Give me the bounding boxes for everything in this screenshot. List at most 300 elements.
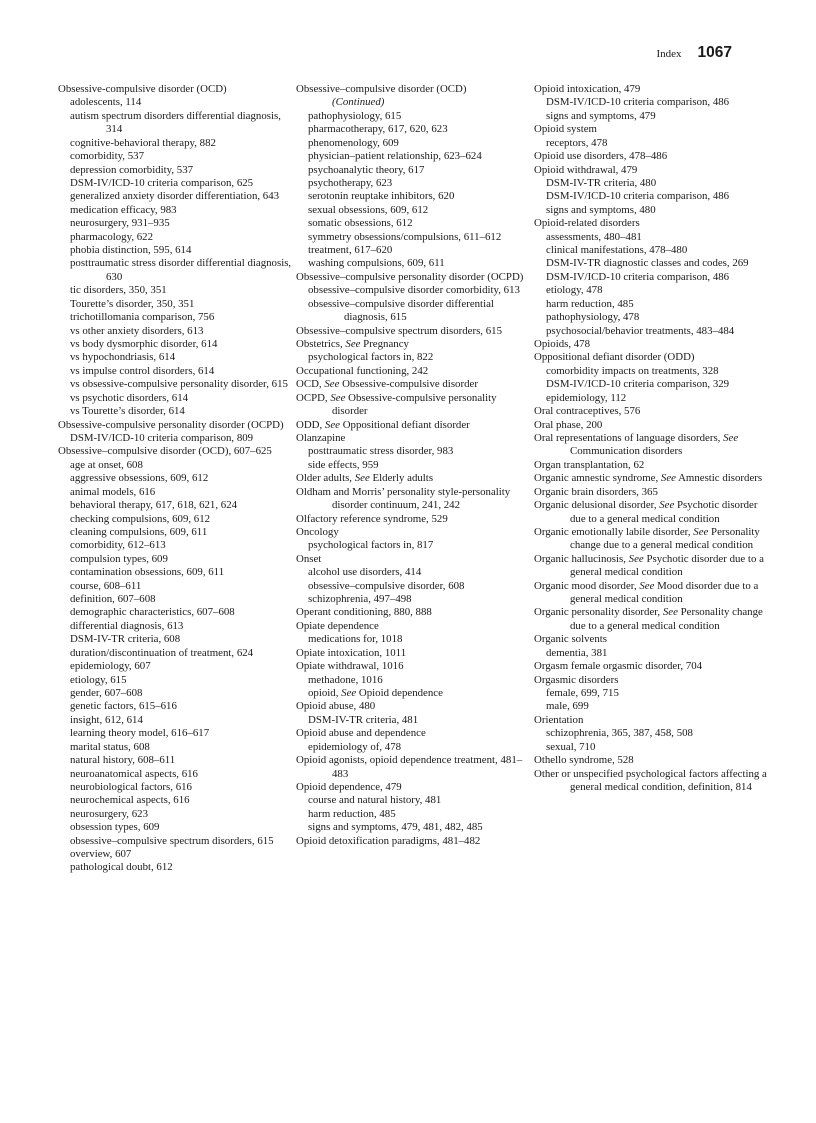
index-entry	[534, 472, 770, 485]
index-subentry	[534, 741, 770, 754]
entry-text: behavioral therapy, 617, 618, 621, 624	[70, 499, 238, 512]
index-subentry	[296, 794, 532, 807]
index-subentry	[534, 284, 770, 297]
index-subentry	[534, 271, 770, 284]
index-entry	[534, 714, 770, 727]
index-entry	[534, 405, 770, 418]
entry-text: Opiate dependence	[296, 619, 379, 632]
index-subentry	[58, 580, 294, 593]
entry-text: genetic factors, 615–616	[70, 700, 177, 713]
index-subentry	[58, 700, 294, 713]
index-entry	[534, 754, 770, 767]
index-subentry	[58, 459, 294, 472]
index-subentry	[58, 150, 294, 163]
entry-text: vs psychotic disorders, 614	[70, 391, 189, 404]
entry-text: Opioid use disorders, 478–486	[534, 150, 668, 163]
entry-text: Orgasmic disorders	[534, 673, 619, 686]
index-subentry	[58, 754, 294, 767]
entry-text: obsessive–compulsive disorder comorbidity, 613	[308, 284, 520, 297]
index-entry	[296, 325, 532, 338]
see-reference: See	[723, 431, 739, 444]
index-entry	[296, 271, 532, 284]
index-subentry	[296, 580, 532, 593]
entry-text: signs and symptoms, 479, 481, 482, 485	[308, 821, 483, 834]
index-subentry	[58, 164, 294, 177]
entry-text: female, 699, 715	[546, 686, 619, 699]
index-subentry	[58, 794, 294, 807]
index-entry	[296, 526, 532, 539]
entry-text: pathophysiology, 615	[308, 109, 402, 122]
entry-text: OCPD,	[296, 391, 331, 404]
entry-text: insight, 612, 614	[70, 713, 143, 726]
entry-text: DSM-IV-TR criteria, 480	[546, 176, 657, 189]
entry-text: washing compulsions, 609, 611	[308, 257, 445, 270]
entry-text: Organic brain disorders, 365	[534, 485, 658, 498]
entry-text: cognitive-behavioral therapy, 882	[70, 136, 216, 149]
entry-text: psychosocial/behavior treatments, 483–484	[546, 324, 735, 337]
entry-text: adolescents, 114	[70, 96, 142, 109]
see-reference: See	[660, 472, 676, 485]
entry-text: obsession types, 609	[70, 821, 160, 834]
entry-text: Oldham and Morris’ personality style-personality disorder continuum, 241, 242	[296, 485, 511, 512]
index-subentry	[58, 660, 294, 673]
entry-text: depression comorbidity, 537	[70, 163, 194, 176]
index-entry	[534, 83, 770, 96]
entry-text: Opioid detoxification paradigms, 481–482	[296, 834, 481, 847]
index-subentry	[534, 365, 770, 378]
index-entry	[296, 754, 532, 781]
entry-text: Organic emotionally labile disorder,	[534, 525, 694, 538]
index-subentry	[58, 593, 294, 606]
entry-text: comorbidity impacts on treatments, 328	[546, 364, 719, 377]
index-subentry	[534, 96, 770, 109]
index-subentry	[58, 96, 294, 109]
entry-text: demographic characteristics, 607–608	[70, 606, 235, 619]
index-entry	[296, 338, 532, 351]
index-entry	[296, 392, 532, 419]
see-target: Communication disorders	[570, 445, 683, 458]
entry-text: dementia, 381	[546, 646, 608, 659]
index-subentry	[58, 821, 294, 834]
index-subentry	[58, 727, 294, 740]
entry-text: Opiate withdrawal, 1016	[296, 660, 404, 673]
entry-text: Obsessive-compulsive personality disorder (OCPD)	[58, 418, 284, 431]
index-subentry	[58, 647, 294, 660]
entry-text: posttraumatic stress disorder, 983	[308, 445, 454, 458]
index-entry	[296, 83, 532, 96]
index-entry	[296, 486, 532, 513]
entry-text: checking compulsions, 609, 612	[70, 512, 211, 525]
entry-text: definition, 607–608	[70, 593, 156, 606]
entry-text: Opioid intoxication, 479	[534, 83, 641, 95]
index-entry	[534, 606, 770, 633]
entry-text: receptors, 478	[546, 136, 608, 149]
index-entry	[296, 835, 532, 848]
see-target: Pregnancy	[360, 338, 409, 351]
entry-text: Othello syndrome, 528	[534, 754, 634, 767]
entry-text: sexual obsessions, 609, 612	[308, 203, 429, 216]
index-subentry	[296, 298, 532, 325]
entry-text: Other or unspecified psychological factors affecting a general medical condition, definition, 814	[534, 767, 767, 793]
see-target: Obsessive-compulsive personality disorder	[332, 391, 497, 418]
index-subentry	[58, 781, 294, 794]
index-subentry	[58, 714, 294, 727]
index-subentry	[58, 539, 294, 552]
index-subentry	[58, 298, 294, 311]
index-subentry	[296, 231, 532, 244]
index-subentry	[58, 513, 294, 526]
index-subentry	[58, 432, 294, 445]
entry-text: Organic hallucinosis,	[534, 552, 629, 565]
index-entry	[296, 647, 532, 660]
index-subentry	[58, 284, 294, 297]
entry-text: course, 608–611	[70, 579, 142, 592]
index-entry	[534, 351, 770, 364]
see-target: Oppositional defiant disorder	[339, 418, 470, 431]
index-subentry	[58, 405, 294, 418]
index-entry	[296, 781, 532, 794]
entry-text: psychoanalytic theory, 617	[308, 163, 425, 176]
index-entry	[296, 419, 532, 432]
entry-text: Organic solvents	[534, 633, 607, 646]
entry-text: Organic delusional disorder,	[534, 499, 660, 512]
index-subentry	[58, 472, 294, 485]
entry-text: Occupational functioning, 242	[296, 364, 429, 377]
entry-text: age at onset, 608	[70, 458, 143, 471]
entry-text: signs and symptoms, 479	[546, 109, 656, 122]
index-subentry	[58, 674, 294, 687]
entry-text: treatment, 617–620	[308, 244, 393, 257]
index-subentry	[296, 110, 532, 123]
index-subentry	[58, 351, 294, 364]
see-reference: See	[330, 391, 346, 404]
index-entry	[534, 580, 770, 607]
index-subentry	[534, 204, 770, 217]
entry-text: Obsessive–compulsive disorder (OCD), 607–625	[58, 445, 272, 458]
index-entry	[296, 660, 532, 673]
index-subentry	[58, 566, 294, 579]
entry-text: pharmacotherapy, 617, 620, 623	[308, 123, 448, 136]
entry-text: schizophrenia, 497–498	[308, 593, 412, 606]
index-subentry	[58, 244, 294, 257]
entry-text: DSM-IV/ICD-10 criteria comparison, 809	[70, 431, 254, 444]
index-subentry	[58, 606, 294, 619]
index-subentry	[296, 687, 532, 700]
entry-text: autism spectrum disorders differential diagnosis, 314	[70, 109, 281, 136]
index-entry	[58, 83, 294, 96]
entry-text: harm reduction, 485	[308, 807, 396, 820]
index-subentry	[534, 190, 770, 203]
entry-text: obsessive–compulsive disorder differential diagnosis, 615	[308, 297, 494, 324]
index-entry	[296, 727, 532, 740]
index-subentry	[58, 190, 294, 203]
index-entry	[534, 499, 770, 526]
entry-text: psychological factors in, 822	[308, 351, 434, 364]
see-reference: See	[639, 579, 655, 592]
index-subentry	[296, 164, 532, 177]
entry-text: male, 699	[546, 700, 589, 713]
index-column-3	[534, 83, 770, 794]
entry-text: Opioid abuse and dependence	[296, 727, 426, 740]
entry-text: Older adults,	[296, 472, 355, 485]
entry-text: symmetry obsessions/compulsions, 611–612	[308, 230, 502, 243]
entry-text: medication efficacy, 983	[70, 203, 177, 216]
entry-text: differential diagnosis, 613	[70, 619, 184, 632]
index-subentry	[534, 700, 770, 713]
entry-text: obsessive–compulsive disorder, 608	[308, 579, 465, 592]
index-entry	[58, 419, 294, 432]
index-subentry	[58, 257, 294, 284]
entry-text: Obsessive-compulsive disorder (OCD)	[58, 83, 227, 95]
entry-text: clinical manifestations, 478–480	[546, 244, 688, 257]
index-subentry	[296, 123, 532, 136]
index-subentry	[534, 110, 770, 123]
entry-text: epidemiology of, 478	[308, 740, 402, 753]
entry-text: signs and symptoms, 480	[546, 203, 656, 216]
entry-text: serotonin reuptake inhibitors, 620	[308, 190, 455, 203]
entry-text: course and natural history, 481	[308, 794, 442, 807]
see-target: Obsessive-compulsive disorder	[339, 378, 478, 391]
see-target: Amnestic disorders	[675, 472, 763, 485]
entry-text: Obsessive–compulsive spectrum disorders, 615	[296, 324, 502, 337]
see-reference: See	[659, 499, 675, 512]
index-subentry	[58, 392, 294, 405]
index-subentry	[58, 110, 294, 137]
index-subentry	[534, 177, 770, 190]
index-column-2	[296, 83, 532, 848]
entry-text: Onset	[296, 552, 322, 565]
entry-text: Oral contraceptives, 576	[534, 405, 641, 418]
index-subentry	[534, 137, 770, 150]
index-entry	[534, 432, 770, 459]
see-target: Personality change due to a general medical condition	[570, 606, 763, 632]
entry-text: Oral representations of language disorders,	[534, 431, 724, 444]
entry-text: aggressive obsessions, 609, 612	[70, 472, 209, 485]
index-subentry	[534, 244, 770, 257]
index-subentry	[296, 821, 532, 834]
entry-text: Orientation	[534, 713, 584, 726]
entry-text: Organ transplantation, 62	[534, 458, 645, 471]
entry-text: epidemiology, 112	[546, 391, 627, 404]
index-subentry	[296, 445, 532, 458]
index-entry	[534, 150, 770, 163]
entry-text: DSM-IV/ICD-10 criteria comparison, 486	[546, 190, 730, 203]
entry-text: vs impulse control disorders, 614	[70, 364, 215, 377]
entry-text: tic disorders, 350, 351	[70, 284, 167, 297]
index-subentry	[296, 566, 532, 579]
see-target: Mood disorder due to a general medical condition	[570, 579, 759, 606]
index-column-1	[58, 83, 294, 875]
index-entry	[296, 365, 532, 378]
index-subentry	[58, 311, 294, 324]
entry-text: marital status, 608	[70, 740, 150, 753]
entry-text: Oncology	[296, 525, 339, 538]
entry-text: pathological doubt, 612	[70, 861, 173, 874]
index-subentry	[534, 378, 770, 391]
entry-text: comorbidity, 537	[70, 150, 144, 163]
entry-text: cleaning compulsions, 609, 611	[70, 525, 208, 538]
see-reference: See	[324, 418, 340, 431]
entry-text: etiology, 478	[546, 284, 603, 297]
index-subentry	[58, 217, 294, 230]
index-subentry	[534, 231, 770, 244]
entry-text: vs hypochondriasis, 614	[70, 351, 176, 364]
entry-text: neurobiological factors, 616	[70, 780, 192, 793]
see-reference: See	[354, 472, 370, 485]
index-subentry	[58, 633, 294, 646]
index-subentry	[296, 137, 532, 150]
entry-text: trichotillomania comparison, 756	[70, 311, 215, 324]
entry-text: DSM-IV/ICD-10 criteria comparison, 625	[70, 176, 254, 189]
entry-text: neurochemical aspects, 616	[70, 794, 190, 807]
entry-text: Opioid dependence, 479	[296, 780, 402, 793]
entry-text: Opiate intoxication, 1011	[296, 646, 407, 659]
index-subentry	[58, 137, 294, 150]
index-subentry	[534, 727, 770, 740]
entry-text: comorbidity, 612–613	[70, 539, 166, 552]
index-subentry	[58, 553, 294, 566]
see-reference: See	[345, 338, 361, 351]
entry-text: Organic mood disorder,	[534, 579, 640, 592]
entry-text: Opioid system	[534, 123, 597, 136]
entry-text: Organic amnestic syndrome,	[534, 472, 661, 485]
index-entry	[296, 432, 532, 445]
index-subentry	[58, 231, 294, 244]
entry-text: Opioids, 478	[534, 338, 591, 351]
entry-text: Oppositional defiant disorder (ODD)	[534, 351, 695, 364]
entry-text: ODD,	[296, 418, 325, 431]
index-subentry	[58, 204, 294, 217]
entry-text: Obsessive–compulsive personality disorder (OCPD)	[296, 270, 524, 283]
index-subentry	[58, 325, 294, 338]
entry-text: Opioid agonists, opioid dependence treatment, 481–483	[296, 754, 523, 780]
entry-text: duration/discontinuation of treatment, 624	[70, 646, 254, 659]
see-reference: See	[662, 606, 678, 619]
index-subentry	[58, 835, 294, 848]
index-subentry	[534, 311, 770, 324]
index-entry	[534, 338, 770, 351]
index-entry	[296, 472, 532, 485]
index-subentry	[58, 365, 294, 378]
index-subentry	[58, 177, 294, 190]
index-entry	[534, 768, 770, 795]
entry-text: schizophrenia, 365, 387, 458, 508	[546, 727, 693, 740]
entry-text: Olanzapine	[296, 431, 346, 444]
index-entry	[534, 526, 770, 553]
index-entry	[296, 606, 532, 619]
entry-text: assessments, 480–481	[546, 230, 642, 243]
see-target: Elderly adults	[369, 472, 434, 485]
see-reference: See	[341, 686, 357, 699]
index-subentry	[296, 539, 532, 552]
entry-text: compulsion types, 609	[70, 552, 168, 565]
see-reference: See	[628, 552, 644, 565]
entry-text: physician–patient relationship, 623–624	[308, 150, 482, 163]
index-entry	[296, 620, 532, 633]
index-subentry	[534, 647, 770, 660]
index-entry	[534, 553, 770, 580]
entry-text: pathophysiology, 478	[546, 311, 640, 324]
entry-text: OCD,	[296, 378, 325, 391]
entry-text: somatic obsessions, 612	[308, 217, 413, 230]
entry-text: opioid,	[308, 686, 342, 699]
index-entry	[296, 513, 532, 526]
entry-text: alcohol use disorders, 414	[308, 566, 422, 579]
entry-text: DSM-IV/ICD-10 criteria comparison, 329	[546, 378, 730, 391]
index-entry	[534, 419, 770, 432]
index-subentry	[58, 526, 294, 539]
index-subentry	[296, 633, 532, 646]
entry-text: Oral phase, 200	[534, 418, 603, 431]
entry-text: medications for, 1018	[308, 633, 403, 646]
entry-text: animal models, 616	[70, 485, 156, 498]
entry-text: phobia distinction, 595, 614	[70, 244, 192, 257]
index-subentry	[296, 284, 532, 297]
index-subentry	[296, 204, 532, 217]
index-subentry	[296, 459, 532, 472]
index-subentry	[296, 177, 532, 190]
entry-text: generalized anxiety disorder differentiation, 643	[70, 190, 280, 203]
entry-text: sexual, 710	[546, 740, 596, 753]
index-subentry	[58, 486, 294, 499]
entry-text: overview, 607	[70, 848, 132, 861]
index-subentry	[296, 741, 532, 754]
entry-text: Operant conditioning, 880, 888	[296, 606, 432, 619]
entry-text: Obstetrics,	[296, 338, 346, 351]
index-subentry	[296, 217, 532, 230]
entry-text: DSM-IV/ICD-10 criteria comparison, 486	[546, 270, 730, 283]
entry-text: pharmacology, 622	[70, 230, 154, 243]
entry-text: Tourette’s disorder, 350, 351	[70, 297, 195, 310]
entry-text: (Continued)	[332, 96, 385, 109]
index-subentry	[58, 499, 294, 512]
entry-text: vs obsessive-compulsive personality disorder, 615	[70, 378, 288, 391]
entry-text: obsessive–compulsive spectrum disorders, 615	[70, 834, 274, 847]
entry-text: natural history, 608–611	[70, 754, 176, 767]
entry-text: Olfactory reference syndrome, 529	[296, 512, 448, 525]
entry-text: Obsessive–compulsive disorder (OCD)	[296, 83, 467, 95]
entry-text: DSM-IV-TR criteria, 481	[308, 713, 419, 726]
index-entry	[534, 459, 770, 472]
see-target: Personality change due to a general medical condition	[570, 525, 760, 552]
entry-text: Orgasm female orgasmic disorder, 704	[534, 660, 703, 673]
see-target: Psychotic disorder due to a general medical condition	[570, 499, 758, 525]
index-entry	[534, 486, 770, 499]
see-reference: See	[693, 525, 709, 538]
index-entry	[58, 445, 294, 458]
index-subentry	[296, 257, 532, 270]
entry-text: vs body dysmorphic disorder, 614	[70, 338, 218, 351]
index-subentry	[296, 593, 532, 606]
index-entry	[534, 660, 770, 673]
entry-text: DSM-IV/ICD-10 criteria comparison, 486	[546, 96, 730, 109]
index-subentry	[534, 325, 770, 338]
entry-text: Opioid withdrawal, 479	[534, 163, 638, 176]
see-reference: See	[324, 378, 340, 391]
index-subentry	[58, 768, 294, 781]
index-entry	[534, 633, 770, 646]
index-subentry	[534, 298, 770, 311]
entry-text: psychotherapy, 623	[308, 176, 393, 189]
entry-text: psychological factors in, 817	[308, 539, 434, 552]
entry-text: harm reduction, 485	[546, 297, 634, 310]
entry-text: gender, 607–608	[70, 686, 143, 699]
index-subentry	[296, 150, 532, 163]
entry-text: learning theory model, 616–617	[70, 727, 210, 740]
index-subentry	[58, 861, 294, 874]
index-subentry	[58, 620, 294, 633]
entry-text: DSM-IV-TR criteria, 608	[70, 633, 181, 646]
